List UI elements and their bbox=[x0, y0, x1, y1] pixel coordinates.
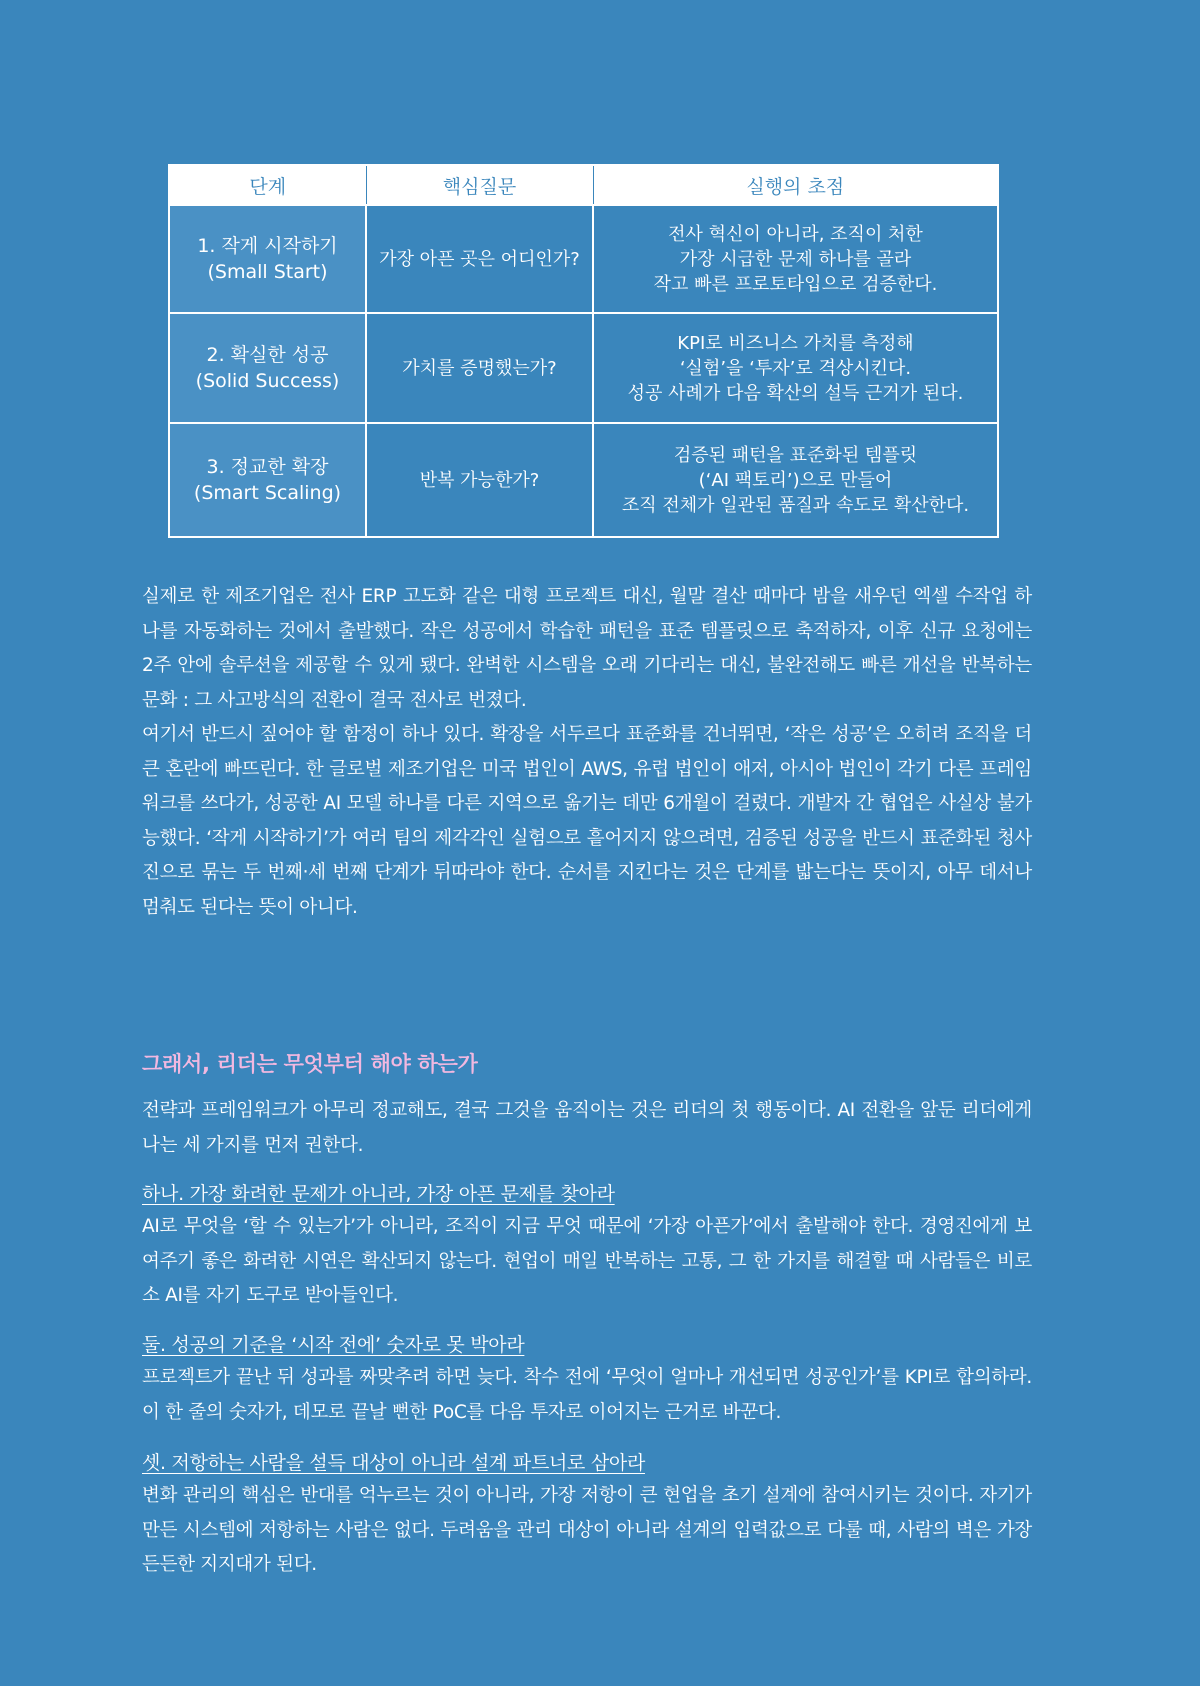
focus-line: 전사 혁신이 아니라, 조직이 처한 bbox=[668, 223, 923, 245]
point-two bbox=[142, 1331, 1032, 1430]
stage-cell bbox=[169, 313, 366, 423]
table-row bbox=[169, 205, 998, 313]
table-header-row bbox=[169, 165, 998, 205]
stage-name: 1. 작게 시작하기 bbox=[197, 235, 338, 257]
point-heading: 둘. 성공의 기준을 ‘시작 전에’ 숫자로 못 박아라 bbox=[142, 1334, 525, 1356]
stage-cell bbox=[169, 423, 366, 537]
question-cell: 반복 가능한가? bbox=[366, 423, 593, 537]
point-three bbox=[142, 1449, 1032, 1583]
stage-english: (Smart Scaling) bbox=[193, 482, 342, 504]
focus-line: (‘AI 팩토리’)으로 만들어 bbox=[698, 469, 893, 491]
stage-english: (Solid Success) bbox=[195, 370, 340, 392]
point-one bbox=[142, 1180, 1032, 1314]
focus-line: ‘실험’을 ‘투자’로 격상시킨다. bbox=[679, 357, 912, 379]
section-title: 그래서, 리더는 무엇부터 해야 하는가 bbox=[142, 1052, 478, 1076]
header-question: 핵심질문 bbox=[366, 165, 593, 205]
focus-cell bbox=[593, 423, 998, 537]
point-heading: 셋. 저항하는 사람을 설득 대상이 아니라 설계 파트너로 삼아라 bbox=[142, 1452, 646, 1474]
header-focus: 실행의 초점 bbox=[593, 165, 998, 205]
point-heading: 하나. 가장 화려한 문제가 아니라, 가장 아픈 문제를 찾아라 bbox=[142, 1183, 615, 1205]
stage-cell bbox=[169, 205, 366, 313]
stage-table bbox=[168, 164, 999, 538]
intro-paragraph: 전략과 프레임워크가 아무리 정교해도, 결국 그것을 움직이는 것은 리더의 첫 행동이다. AI 전환을 앞둔 리더에게 나는 세 가지를 먼저 권한다. bbox=[142, 1100, 1032, 1156]
focus-cell bbox=[593, 205, 998, 313]
case-paragraph: 실제로 한 제조기업은 전사 ERP 고도화 같은 대형 프로젝트 대신, 월말 결산 때마다 밤을 새우던 엑셀 수작업 하나를 자동화하는 것에서 출발했다. 작은 성공에서 학습한 패턴을 표준 템플릿으로 축적하자, 이후 신규 요청에는 2주 안에 솔루션을 제공할 수 있게 됐다. 완벽한 시스템을 오래 기다리는 대신, 불완전해도 빠른 개선을 반복하는 문화 : 그 사고방식의 전환이 결국 전사로 번졌다. bbox=[142, 586, 1032, 711]
focus-cell bbox=[593, 313, 998, 423]
trap-paragraph: 여기서 반드시 짚어야 할 함정이 하나 있다. 확장을 서두르다 표준화를 건너뛰면, ‘작은 성공’은 오히려 조직을 더 큰 혼란에 빠뜨린다. 한 글로벌 제조기업은 미국 법인이 AWS, 유럽 법인이 애저, 아시아 법인이 각기 다른 프레임워크를 쓰다가, 성공한 AI 모델 하나를 다른 지역으로 옮기는 데만 6개월이 걸렸다. 개발자 간 협업은 사실상 불가능했다. ‘작게 시작하기’가 여러 팀의 제각각인 실험으로 흩어지지 않으려면, 검증된 성공을 반드시 표준화된 청사진으로 묶는 두 번째·세 번째 단계가 뒤따라야 한다. 순서를 지킨다는 것은 단계를 밟는다는 뜻이지, 아무 데서나 멈춰도 된다는 뜻이 아니다. bbox=[142, 724, 1032, 918]
table-row bbox=[169, 313, 998, 423]
point-body: AI로 무엇을 ‘할 수 있는가’가 아니라, 조직이 지금 무엇 때문에 ‘가장 아픈가’에서 출발해야 한다. 경영진에게 보여주기 좋은 화려한 시연은 확산되지 않는다. 현업이 매일 반복하는 고통, 그 한 가지를 해결할 때 사람들은 비로소 AI를 자기 도구로 받아들인다. bbox=[142, 1216, 1032, 1306]
stage-name: 3. 정교한 확장 bbox=[206, 456, 329, 478]
stage-english: (Small Start) bbox=[207, 261, 328, 283]
section-intro bbox=[142, 1094, 1032, 1163]
question-cell: 가치를 증명했는가? bbox=[366, 313, 593, 423]
focus-line: 검증된 패턴을 표준화된 템플릿 bbox=[673, 444, 918, 466]
stage-table-container bbox=[168, 164, 997, 538]
header-stage: 단계 bbox=[169, 165, 366, 205]
focus-line: 조직 전체가 일관된 품질과 속도로 확산한다. bbox=[621, 494, 970, 516]
focus-line: 가장 시급한 문제 하나를 골라 bbox=[679, 248, 912, 270]
point-body: 프로젝트가 끝난 뒤 성과를 짜맞추려 하면 늦다. 착수 전에 ‘무엇이 얼마나 개선되면 성공인가’를 KPI로 합의하라. 이 한 줄의 숫자가, 데모로 끝날 뻔한 PoC를 다음 투자로 이어지는 근거로 바꾼다. bbox=[142, 1367, 1032, 1423]
stage-name: 2. 확실한 성공 bbox=[206, 344, 329, 366]
question-cell: 가장 아픈 곳은 어디인가? bbox=[366, 205, 593, 313]
focus-line: KPI로 비즈니스 가치를 측정해 bbox=[677, 332, 914, 354]
focus-line: 성공 사례가 다음 확산의 설득 근거가 된다. bbox=[627, 382, 964, 404]
body-text bbox=[142, 580, 1032, 925]
focus-line: 작고 빠른 프로토타입으로 검증한다. bbox=[653, 273, 938, 295]
table-row bbox=[169, 423, 998, 537]
point-body: 변화 관리의 핵심은 반대를 억누르는 것이 아니라, 가장 저항이 큰 현업을 초기 설계에 참여시키는 것이다. 자기가 만든 시스템에 저항하는 사람은 없다. 두려움을 관리 대상이 아니라 설계의 입력값으로 다룰 때, 사람의 벽은 가장 든든한 지지대가 된다. bbox=[142, 1485, 1032, 1575]
